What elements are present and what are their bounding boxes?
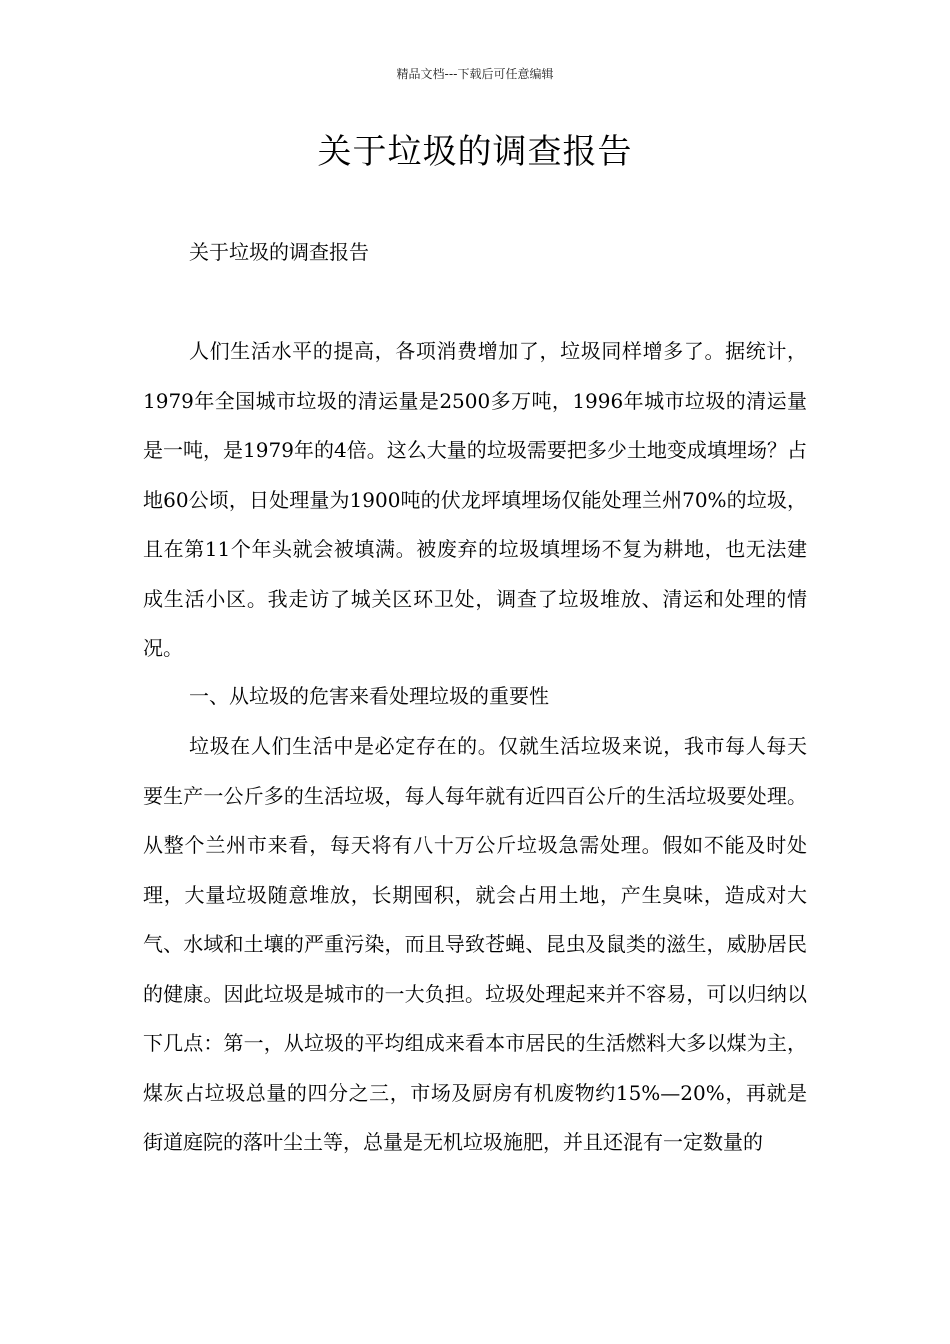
header-note: 精品文档---下载后可任意编辑 bbox=[396, 67, 554, 81]
document-subtitle: 关于垃圾的调查报告 bbox=[189, 240, 369, 264]
section-heading: 一、从垃圾的危害来看处理垃圾的重要性 bbox=[189, 684, 549, 708]
document-title: 关于垃圾的调查报告 bbox=[317, 132, 633, 172]
paragraph-intro: 人们生活水平的提高，各项消费增加了，垃圾同样增多了。据统计，1979年全国城市垃圾的清运量是2500多万吨，1996年城市垃圾的清运量是一吨，是1979年的4倍。这么大量的垃圾需要把多少土地变成填埋场？占地60公顷，日处理量为1900吨的伏龙坪填埋场仅能处理兰州70%的垃圾，且在第11个年头就会被填满。被废弃的垃圾填埋场不复为耕地，也无法建成生活小区。我走访了城关区环卫处，调查了垃圾堆放、清运和处理的情况。 bbox=[143, 339, 807, 660]
paragraph-hazards: 垃圾在人们生活中是必定存在的。仅就生活垃圾来说，我市每人每天要生产一公斤多的生活垃圾，每人每年就有近四百公斤的生活垃圾要处理。从整个兰州市来看，每天将有八十万公斤垃圾急需处理。假如不能及时处理，大量垃圾随意堆放，长期囤积，就会占用土地，产生臭味，造成对大气、水域和土壤的严重污染，而且导致苍蝇、昆虫及鼠类的滋生，威胁居民的健康。因此垃圾是城市的一大负担。垃圾处理起来并不容易，可以归纳以下几点：第一，从垃圾的平均组成来看本市居民的生活燃料大多以煤为主，煤灰占垃圾总量的四分之三，市场及厨房有机废物约15%—20%，再就是街道庭院的落叶尘土等，总量是无机垃圾施肥，并且还混有一定数量的 bbox=[143, 734, 807, 1154]
